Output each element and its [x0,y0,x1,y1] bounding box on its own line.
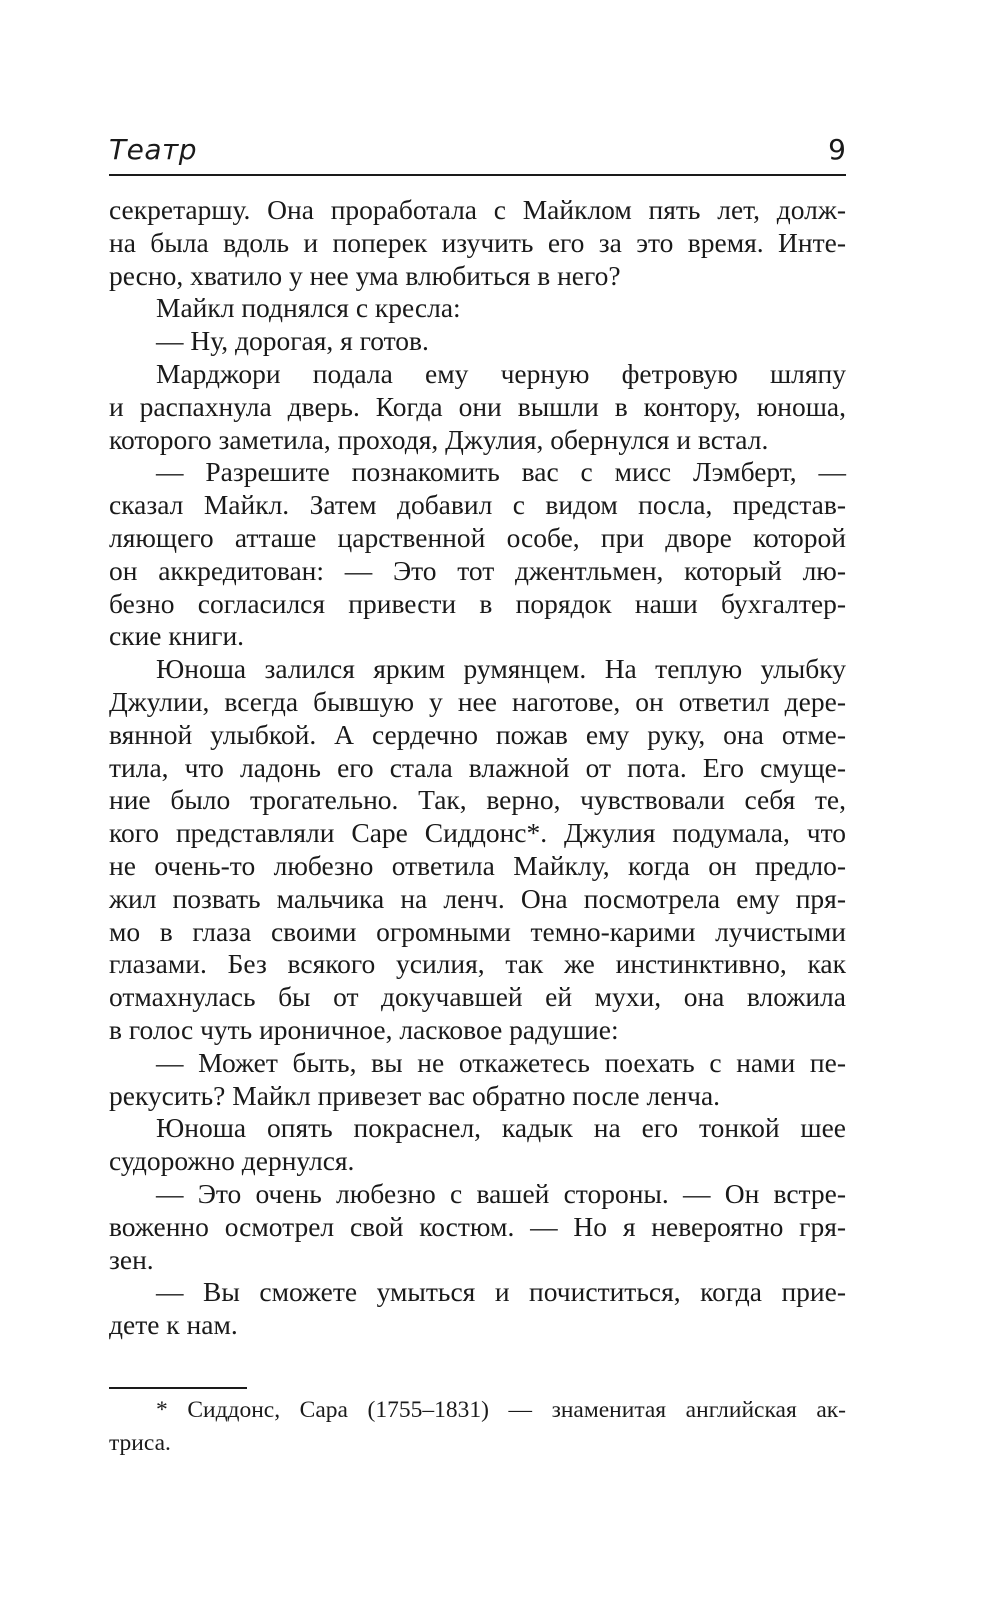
text-line: Джулии, всегда бывшую у нее наготове, он ответил дере- [109,685,846,717]
text-line: тила, что ладонь его стала влажной от пота. Его смуще- [109,751,846,783]
text-line: ние было трогательно. Так, верно, чувствовали себя те, [109,784,846,816]
text-line: судорожно дернулся. [109,1145,355,1177]
text-line: он аккредитован: — Это тот джентльмен, который лю- [109,554,846,586]
text-line: вянной улыбкой. А сердечно пожав ему руку, она отме- [109,718,846,750]
text-line: ляющего атташе царственной особе, при дворе которой [109,521,846,553]
text-line: ресно, хватило у нее ума влюбиться в него? [109,259,621,291]
text-line: дете к нам. [109,1309,238,1341]
running-header [109,130,846,176]
text-line: воженно осмотрел свой костюм. — Но я невероятно гря- [109,1210,846,1242]
text-line: глазами. Без всякого усилия, так же инстинктивно, как [109,948,846,980]
text-line: которого заметила, проходя, Джулия, обернулся и встал. [109,423,769,455]
text-line: секретаршу. Она проработала с Майклом пять лет, долж- [109,194,846,225]
text-line: Марджори подала ему черную фетровую шляпу [156,357,846,389]
text-line: в голос чуть ироничное, ласковое радушие: [109,1013,619,1045]
text-line: зен. [109,1243,154,1275]
running-title: Театр [109,133,198,166]
body-text [109,194,846,1342]
text-line: на была вдоль и поперек изучить его за это время. Инте- [109,226,846,258]
text-line: ские книги. [109,620,245,652]
text-line: не очень-то любезно ответила Майклу, когда он предло- [109,849,846,881]
text-line: — Может быть, вы не откажетесь поехать с нами пе- [156,1046,846,1078]
text-line: Юноша залился ярким румянцем. На теплую улыбку [156,653,846,685]
text-line: — Ну, дорогая, я готов. [156,325,429,357]
text-line: безно согласился привести в порядок наши бухгалтер- [109,587,846,619]
text-line: — Разрешите познакомить вас с мисс Лэмберт, — [156,456,846,488]
text-line: и распахнула дверь. Когда они вышли в контору, юноша, [109,390,846,422]
footnote-line: триса. [109,1429,171,1456]
text-line: Майкл поднялся с кресла: [156,292,461,324]
page-number: 9 [828,133,846,166]
text-line: — Это очень любезно с вашей стороны. — Он встре- [156,1177,846,1209]
footnote-line: * Сиддонс, Сара (1755–1831) — знаменитая английская ак- [156,1397,846,1423]
text-line: — Вы сможете умыться и почиститься, когда прие- [156,1276,846,1308]
text-line: сказал Майкл. Затем добавил с видом посла, представ- [109,489,846,521]
footnote-divider [109,1387,247,1389]
text-line: кого представляли Саре Сиддонс*. Джулия подумала, что [109,817,846,849]
text-line: Юноша опять покраснел, кадык на его тонкой шее [156,1112,846,1144]
text-line: мо в глаза своими огромными темно-карими лучистыми [109,915,846,947]
text-line: рекусить? Майкл привезет вас обратно после ленча. [109,1079,721,1111]
text-line: отмахнулась бы от докучавшей ей мухи, она вложила [109,981,846,1013]
text-line: жил позвать мальчика на ленч. Она посмотрела ему пря- [109,882,846,914]
footnote [109,1395,846,1461]
